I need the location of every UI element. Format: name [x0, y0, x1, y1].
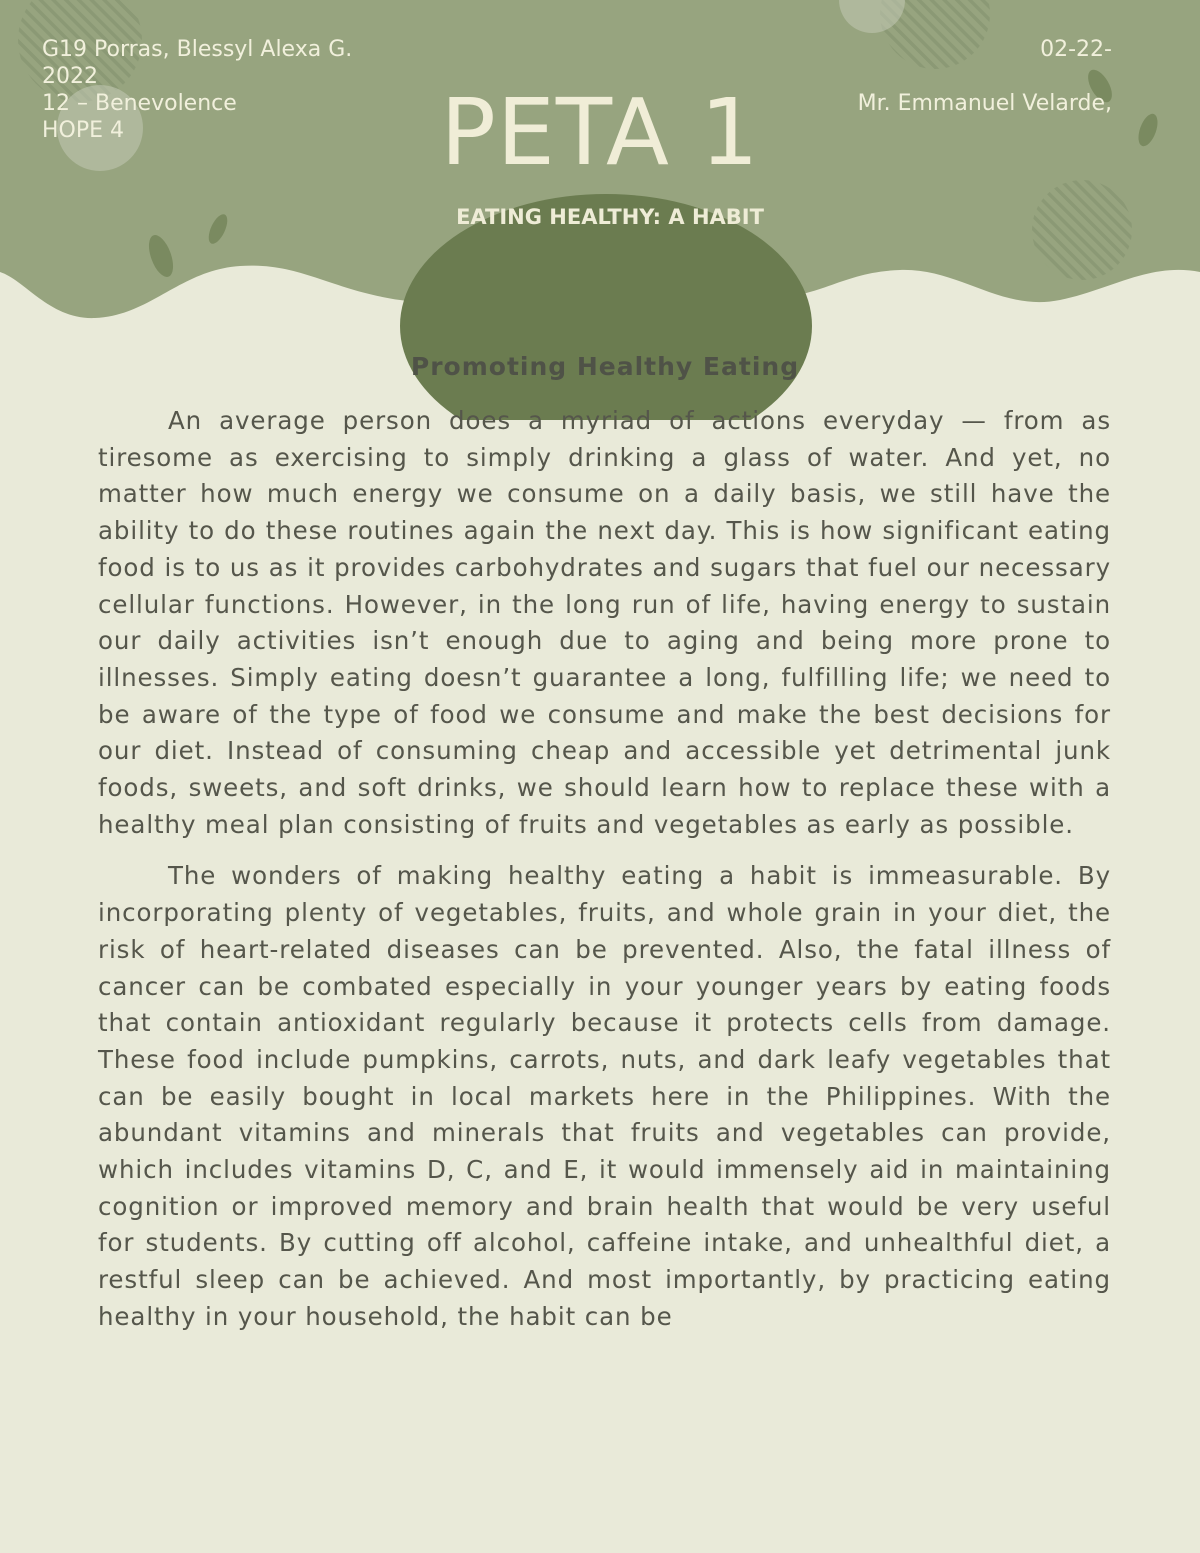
student-year: 2022: [42, 64, 98, 89]
body-paragraph: The wonders of making healthy eating a habit is immeasurable. By incorporating plenty of vegetables, fruits, and whole grain in your diet, the risk of heart-related diseases can be prevented. Also, the fatal illness of cancer can be combated especially in your younger years by eating foods that contain antioxidant regularly because it protects cells from damage. These food include pumpkins, carrots, nuts, and dark leafy vegetables that can be easily bought in local markets here in the Philippines. With the abundant vitamins and minerals that fruits and vegetables can provide, which includes vitamins D, C, and E, it would immensely aid in maintaining cognition or improved memory and brain health that would be very useful for students. By cutting off alcohol, caffeine intake, and unhealthful diet, a restful sleep can be achieved. And most importantly, by practicing eating healthy in your household, the habit can be: [98, 861, 1111, 1331]
date-label: 02-22-: [1040, 37, 1112, 62]
subject-name: HOPE 4: [42, 118, 125, 143]
striped-circle-right: [1032, 180, 1132, 280]
body-paragraph: An average person does a myriad of actions everyday — from as tiresome as exercising to simply drinking a glass of water. And yet, no matter how much energy we consume on a daily basis, we still have the ability to do these routines again the next day. This is how significant eating food is to us as it provides carbohydrates and sugars that fuel our necessary cellular functions. However, in the long run of life, having energy to sustain our daily activities isn’t enough due to aging and being more prone to illnesses. Simply eating doesn’t guarantee a long, fulfilling life; we need to be aware of the type of food we consume and make the best decisions for our diet. Instead of consuming cheap and accessible yet detrimental junk foods, sweets, and soft drinks, we should learn how to replace these with a healthy meal plan consisting of fruits and vegetables as early as possible.: [98, 406, 1111, 839]
page-subtitle: EATING HEALTHY: A HABIT: [456, 205, 764, 229]
teacher-name: Mr. Emmanuel Velarde,: [857, 91, 1112, 116]
student-name: G19 Porras, Blessyl Alexa G.: [42, 37, 353, 62]
section-heading: Promoting Healthy Eating: [410, 352, 800, 381]
page-title: PETA 1: [440, 79, 760, 186]
student-section: 12 – Benevolence: [42, 91, 237, 116]
body-text: [98, 403, 1111, 1351]
